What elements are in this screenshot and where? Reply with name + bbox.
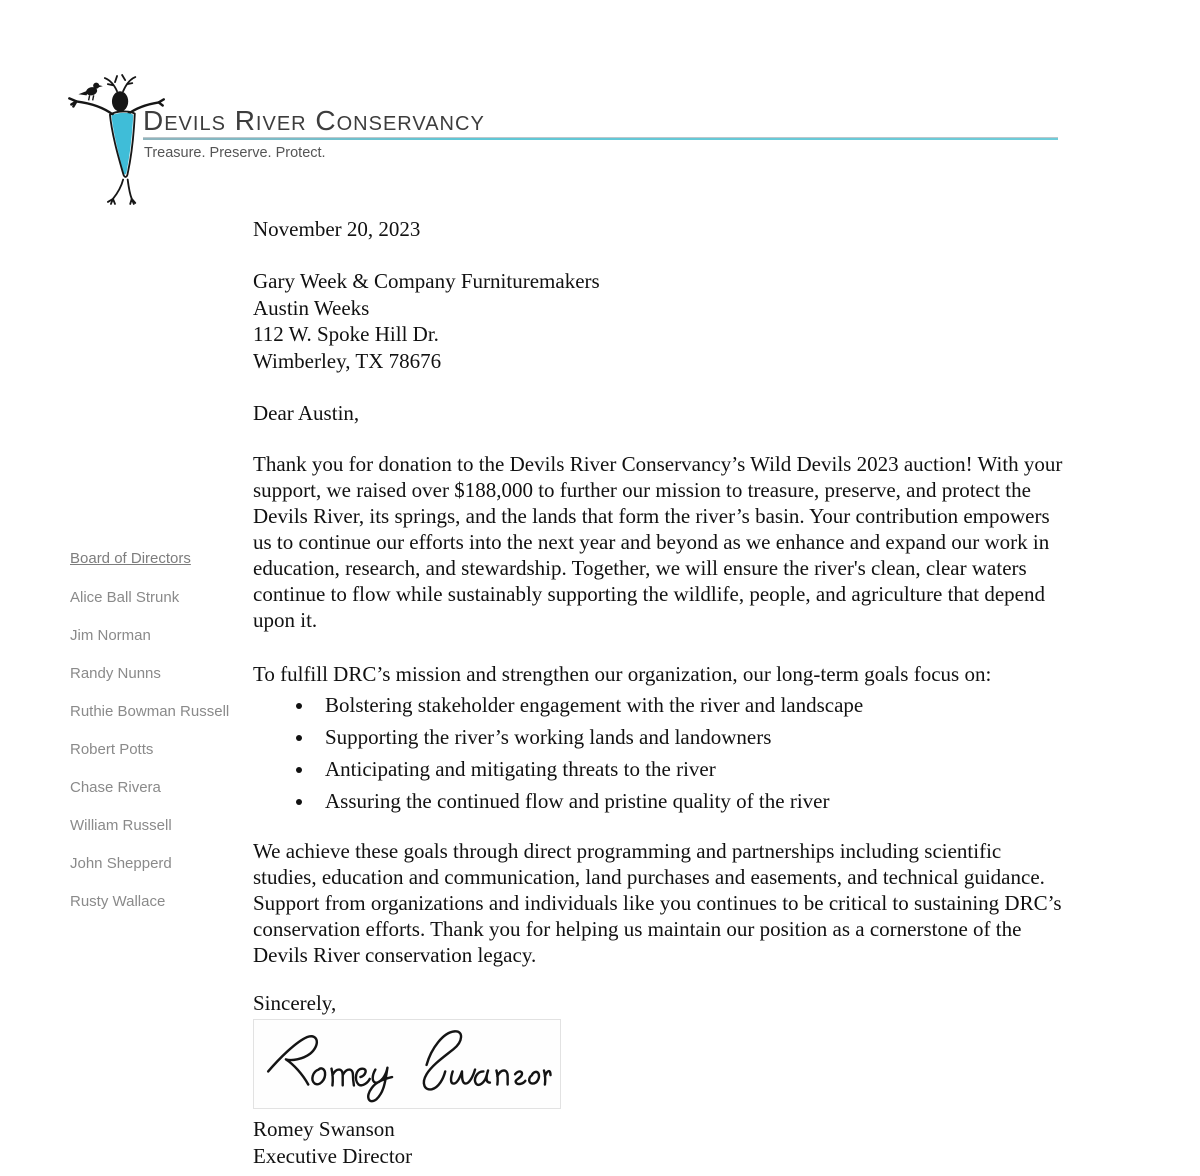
- board-member: Robert Potts: [70, 741, 154, 758]
- board-member: John Shepperd: [70, 855, 172, 872]
- recipient-name: Austin Weeks: [253, 295, 370, 320]
- signer-name: Romey Swanson: [253, 1117, 395, 1141]
- paragraph-thank-you: Thank you for donation to the Devils River Conservancy’s Wild Devils 2023 auction! With your support, we raised over $188,000 to further our mission to treasure, preserve, and protect the Devils River, its springs, and the lands that form the river’s basin. Your contribution empowers us to continue our efforts into the next year and beyond as we enhance and expand our work in education, research, and stewardship. Together, we will ensure the river's clean, clear waters continue to flow while sustainably supporting the wildlife, people, and agriculture that depend upon it.: [253, 452, 1063, 632]
- board-member: William Russell: [70, 817, 172, 834]
- board-member: Rusty Wallace: [70, 893, 166, 910]
- letterhead-rule: [143, 138, 1058, 140]
- board-of-directors-list: [70, 550, 250, 931]
- bird-icon: [78, 83, 102, 101]
- board-member: Jim Norman: [70, 627, 151, 644]
- signature-image: [253, 1019, 561, 1109]
- goals-intro: To fulfill DRC’s mission and strengthen our organization, our long-term goals focus on:: [253, 662, 992, 686]
- board-member: Randy Nunns: [70, 665, 161, 682]
- goal-item: • Supporting the river’s working lands and landowners: [315, 724, 1065, 750]
- org-tagline: Treasure. Preserve. Protect.: [144, 145, 326, 161]
- recipient-city: Wimberley, TX 78676: [253, 348, 442, 373]
- board-heading: Board of Directors: [70, 550, 191, 567]
- goal-item: • Assuring the continued flow and pristine quality of the river: [315, 788, 1065, 814]
- recipient-company: Gary Week & Company Furnituremakers: [253, 269, 600, 293]
- board-member: Chase Rivera: [70, 779, 161, 796]
- salutation: Dear Austin,: [253, 401, 360, 425]
- signer-title: Executive Director: [253, 1144, 413, 1168]
- board-member: Ruthie Bowman Russell: [70, 703, 230, 720]
- goal-item: • Anticipating and mitigating threats to the river: [315, 756, 1065, 782]
- letter-body: [253, 216, 1065, 1170]
- org-name: Devils River Conservancy: [143, 105, 485, 136]
- valediction: Sincerely,: [253, 991, 337, 1015]
- paragraph-achieve-goals: We achieve these goals through direct programming and partnerships including scientific studies, education and communication, land purchases and easements, and technical guidance. Support from organizations and individuals like you continues to be critical to sustaining DRC’s conservation efforts. Thank you for helping us maintain our position as a cornerstone of the Devils River conservation legacy.: [253, 839, 1062, 967]
- recipient-address-block: [253, 268, 1065, 374]
- goals-list: [253, 692, 1065, 814]
- goal-item: • Bolstering stakeholder engagement with the river and landscape: [315, 692, 1065, 718]
- drc-pictograph-logo-icon: [64, 74, 166, 208]
- signer-block: [253, 1116, 1065, 1170]
- board-member: Alice Ball Strunk: [70, 589, 180, 606]
- letter-date: November 20, 2023: [253, 217, 421, 241]
- recipient-street: 112 W. Spoke Hill Dr.: [253, 322, 439, 346]
